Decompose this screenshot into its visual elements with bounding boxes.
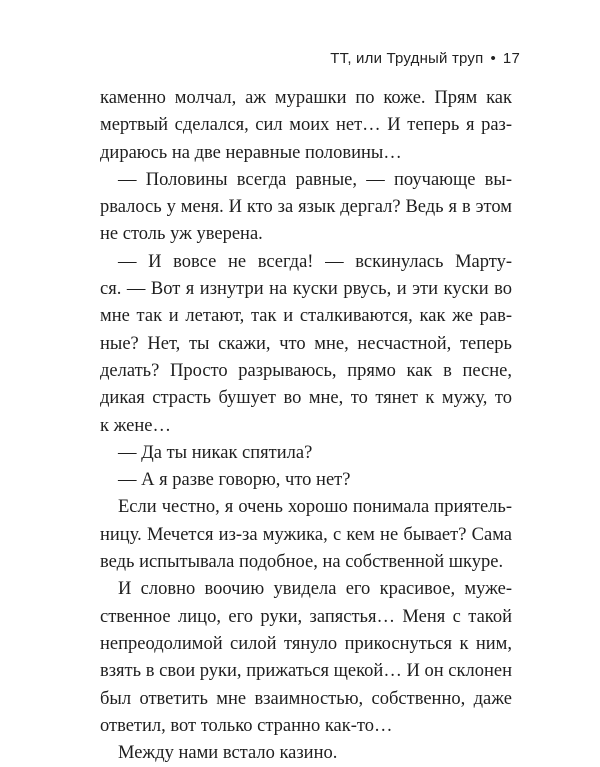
text-line-17: ницу. Мечется из-за мужика, с кем не бывает? Сама <box>100 524 512 545</box>
text-line-23: был ответить мне взаимностью, собственно, даже <box>100 688 512 709</box>
text-line-12: дикая страсть бушует во мне, то тянет к мужу, то <box>100 388 512 409</box>
text-line-11: делать? Просто разрываюсь, прямо как в песне, <box>100 360 512 381</box>
running-head <box>330 50 520 67</box>
text-line-6: не столь уж уверена. <box>100 224 263 245</box>
text-line-22: взять в свои руки, прижаться щекой… И он склонен <box>100 661 512 682</box>
text-line-16: Если честно, я очень хорошо понимала приятель- <box>118 497 512 518</box>
page-body-text <box>100 85 512 767</box>
text-line-7: — И вовсе не всегда! — вскинулась Марту- <box>118 251 512 272</box>
text-line-3: дираюсь на две неравные половины… <box>100 142 402 163</box>
text-line-15: — А я разве говорю, что нет? <box>118 470 351 491</box>
text-line-10: ные? Нет, ты скажи, что мне, несчастной, теперь <box>100 333 512 354</box>
text-line-13: к жене… <box>100 415 171 436</box>
text-line-21: непреодолимой силой тянуло прикоснуться к ним, <box>100 633 512 654</box>
text-line-24: ответил, вот только странно как-то… <box>100 715 393 736</box>
text-line-14: — Да ты никак спятила? <box>118 442 313 463</box>
text-line-5: рвалось у меня. И кто за язык дергал? Ведь я в этом <box>100 197 512 218</box>
header-separator: • <box>490 50 496 67</box>
text-line-8: ся. — Вот я изнутри на куски рвусь, и эти куски во <box>100 279 512 300</box>
text-line-19: И словно воочию увидела его красивое, муже- <box>118 579 512 600</box>
text-line-20: ственное лицо, его руки, запястья… Меня с такой <box>100 606 512 627</box>
book-title: ТТ, или Трудный труп <box>330 50 484 67</box>
text-line-2: мертвый сделался, сил моих нет… И теперь я раз- <box>100 115 512 136</box>
page-number: 17 <box>502 50 520 67</box>
text-line-25: Между нами встало казино. <box>118 743 338 764</box>
text-line-4: — Половины всегда равные, — поучающе вы- <box>118 169 512 190</box>
text-line-18: ведь испытывала подобное, на собственной шкуре. <box>100 552 504 573</box>
text-line-9: мне так и летают, так и сталкиваются, как же рав- <box>100 306 512 327</box>
text-line-1: каменно молчал, аж мурашки по коже. Прям как <box>100 88 512 108</box>
